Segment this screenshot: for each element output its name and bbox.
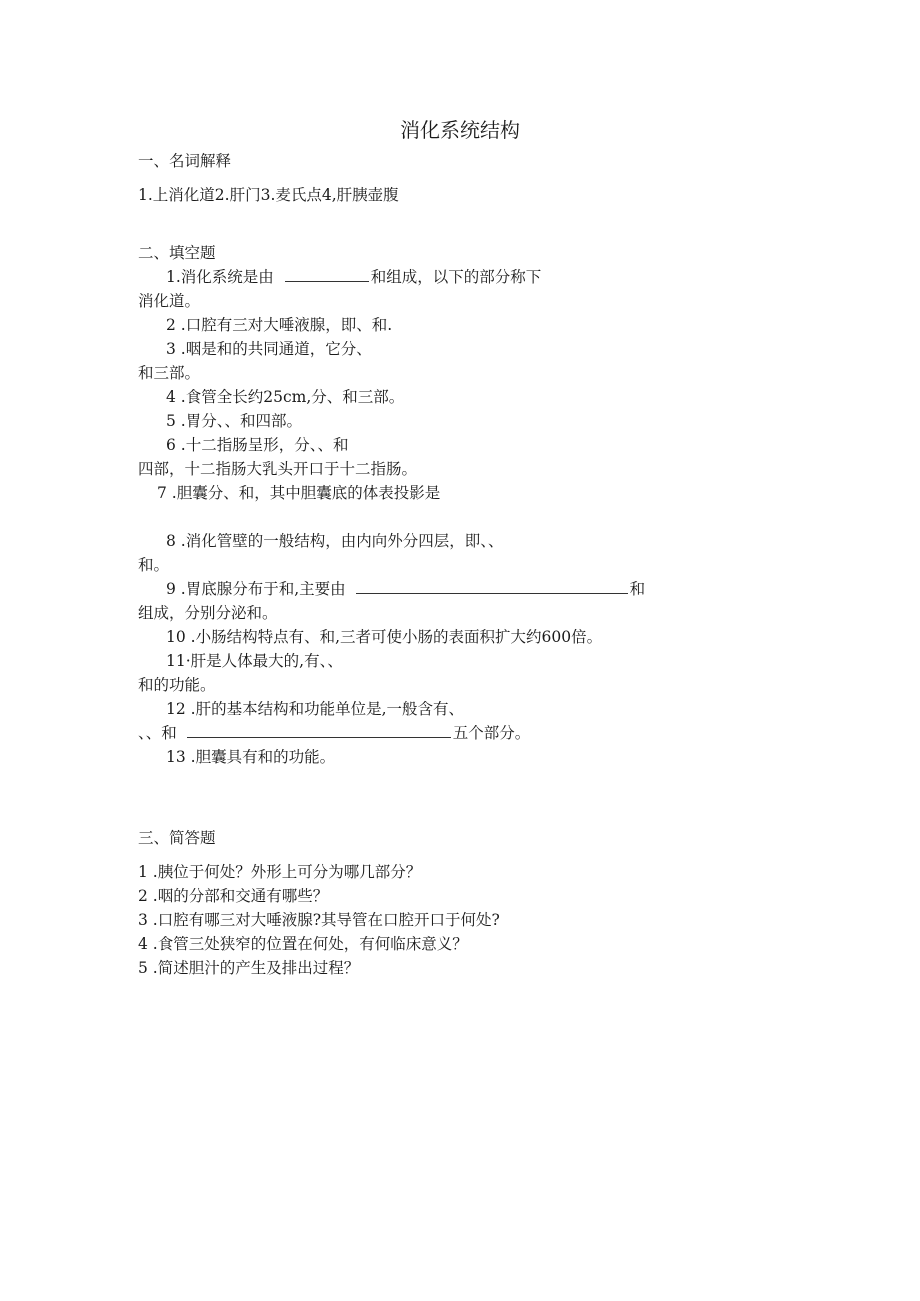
question-12-line-2 — [138, 722, 530, 744]
question-1-line-2: 消化道。 — [138, 292, 201, 310]
question-12-text-post: 五个部分。 — [452, 724, 531, 742]
short-answer-item: 1 .胰位于何处？外形上可分为哪几部分？ — [138, 863, 422, 881]
short-answer-item: 4 .食管三处狭窄的位置在何处，有何临床意义？ — [138, 935, 468, 953]
question-9-line-2: 组成，分别分泌和。 — [138, 604, 278, 622]
terms-list: 1.上消化道2.肝门3.麦氏点4,肝胰壶腹 — [138, 186, 399, 204]
answer-blank — [285, 267, 369, 282]
short-answer-item: 2 .咽的分部和交通有哪些？ — [138, 887, 329, 905]
question-12-text-pre: 、、和 — [138, 724, 177, 742]
question-6-line-2: 四部，十二指肠大乳头开口于十二指肠。 — [138, 460, 418, 478]
question-1-text-post: 和组成，以下的部分称下 — [370, 268, 542, 286]
question-11-line-2: 和的功能。 — [138, 676, 216, 694]
question-3-line-1: 3 .咽是和的共同通道，它分、 — [166, 340, 372, 358]
question-11-line-1: 11·肝是人体最大的,有、、 — [166, 652, 343, 670]
question-9-text-pre: 9 .胃底腺分布于和,主要由 — [166, 580, 346, 598]
question-9-line-1 — [166, 578, 645, 600]
question-1-line-1 — [166, 266, 541, 288]
section-heading-short-answer: 三、简答题 — [138, 829, 216, 847]
question-8-line-2: 和。 — [138, 556, 170, 574]
question-7: 7 .胆囊分、和，其中胆囊底的体表投影是 — [157, 484, 441, 502]
question-9-text-post: 和 — [629, 580, 646, 598]
question-5: 5 .胃分、、和四部。 — [166, 412, 302, 430]
document-title: 消化系统结构 — [400, 118, 520, 142]
question-8-line-1: 8 .消化管壁的一般结构，由内向外分四层，即、、 — [166, 532, 504, 550]
question-1-text-pre: 1.消化系统是由 — [166, 268, 274, 286]
question-3-line-2: 和三部。 — [138, 364, 201, 382]
short-answer-item: 3 .口腔有哪三对大唾液腺?其导管在口腔开口于何处? — [138, 911, 500, 929]
question-6-line-1: 6 .十二指肠呈形，分、、和 — [166, 436, 349, 454]
answer-blank — [356, 579, 628, 594]
short-answer-item: 5 .简述胆汁的产生及排出过程？ — [138, 959, 360, 977]
question-10: 10 .小肠结构特点有、和,三者可使小肠的表面积扩大约600倍。 — [166, 628, 603, 646]
answer-blank — [187, 723, 451, 738]
question-4: 4 .食管全长约25cm,分、和三部。 — [166, 388, 405, 406]
question-13: 13 .胆囊具有和的功能。 — [166, 748, 336, 766]
section-heading-fill-in: 二、填空题 — [138, 244, 216, 262]
section-heading-terms: 一、名词解释 — [138, 152, 232, 170]
question-2: 2 .口腔有三对大唾液腺，即、和. — [166, 316, 393, 334]
question-12-line-1: 12 .肝的基本结构和功能单位是,一般含有、 — [166, 700, 465, 718]
